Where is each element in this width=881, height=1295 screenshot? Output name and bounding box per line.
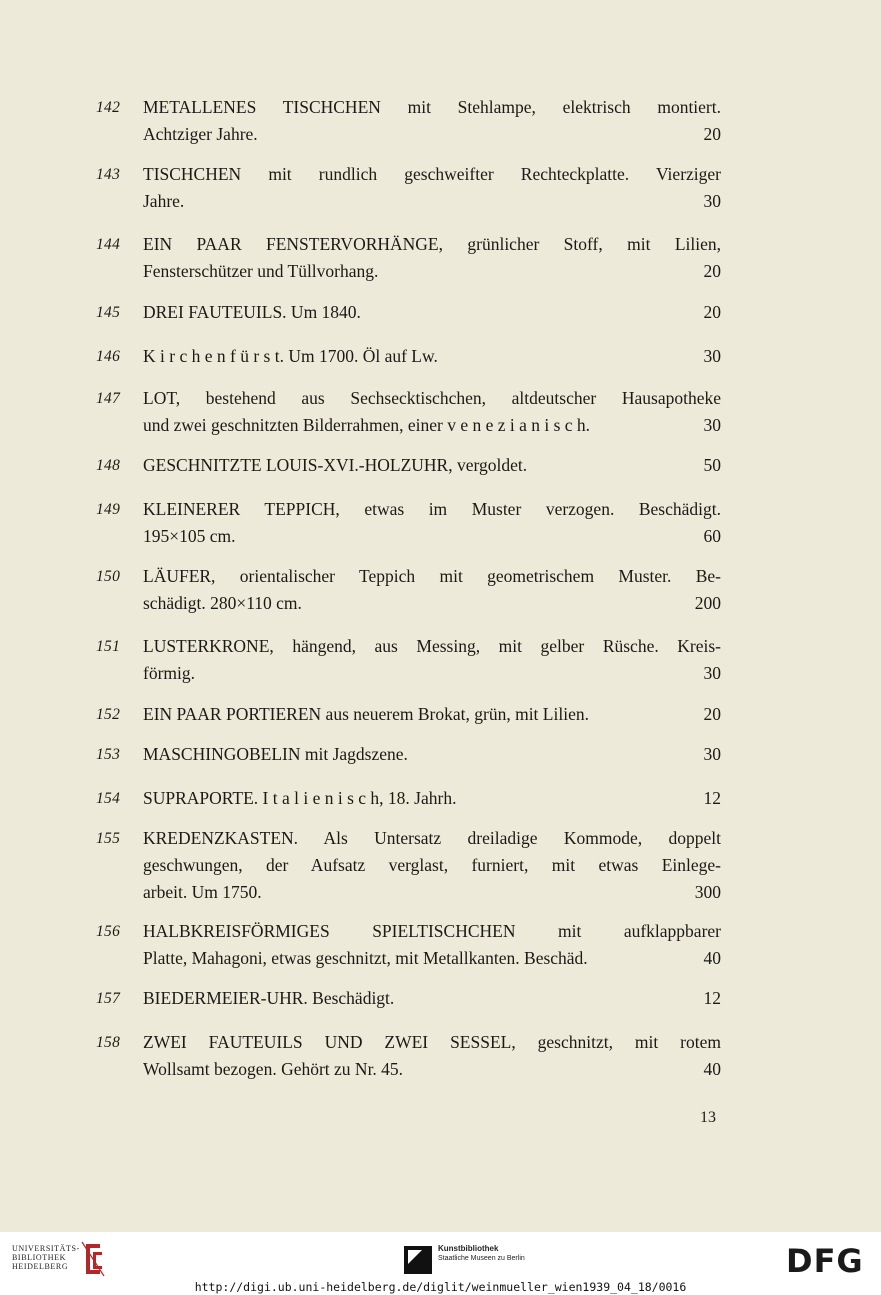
description-line — [143, 590, 721, 617]
description-text: förmig. — [143, 663, 196, 683]
description-line — [143, 563, 721, 590]
lot-price: 300 — [694, 882, 721, 902]
lot-number: 158 — [96, 1034, 121, 1051]
description-line — [143, 496, 721, 523]
description-text: METALLENES TISCHCHEN mit Stehlampe, elektrisch montiert. — [143, 97, 721, 117]
lot-price: 200 — [694, 593, 721, 613]
description-text: MASCHINGOBELIN mit Jagdszene. — [143, 744, 408, 764]
description-line — [143, 94, 721, 121]
description-line — [143, 660, 721, 687]
lot-number: 142 — [96, 99, 121, 116]
lot-price: 60 — [703, 526, 721, 546]
description-text: KLEINERER TEPPICH, etwas im Muster verzogen. Beschädigt. — [143, 499, 721, 519]
description-text: Fensterschützer und Tüllvorhang. — [143, 261, 379, 281]
description-line — [143, 1056, 721, 1083]
description-text: SUPRAPORTE. I t a l i e n i s c h, 18. Jahrh. — [143, 788, 457, 808]
description-text: EIN PAAR PORTIEREN aus neuerem Brokat, grün, mit Lilien. — [143, 704, 589, 724]
kunstbibliothek-title: Kunstbibliothek — [438, 1244, 499, 1253]
description-line — [143, 701, 721, 728]
university-library-emblem-icon[interactable] — [80, 1240, 106, 1278]
lot-description — [143, 701, 721, 728]
description-text: schädigt. 280×110 cm. — [143, 593, 302, 613]
lot-price: 20 — [703, 261, 721, 281]
description-text: LÄUFER, orientalischer Teppich mit geometrischem Muster. Be- — [143, 566, 721, 586]
lot-price: 30 — [703, 191, 721, 211]
description-text: geschwungen, der Aufsatz verglast, furniert, mit etwas Einlege- — [143, 855, 721, 875]
lot-number: 155 — [96, 830, 121, 847]
description-text: TISCHCHEN mit rundlich geschweifter Rechteckplatte. Vierziger — [143, 164, 721, 184]
description-text: KREDENZKASTEN. Als Untersatz dreiladige Kommode, doppelt — [143, 828, 721, 848]
lot-number: 157 — [96, 990, 121, 1007]
lot-description — [143, 785, 721, 812]
lot-number: 154 — [96, 790, 121, 807]
description-line — [143, 299, 721, 326]
lot-description — [143, 496, 721, 550]
description-text: LOT, bestehend aus Sechsecktischchen, altdeutscher Hausapotheke — [143, 388, 721, 408]
description-line — [143, 258, 721, 285]
description-line — [143, 741, 721, 768]
description-line — [143, 452, 721, 479]
description-line — [143, 385, 721, 412]
lot-price: 20 — [703, 704, 721, 724]
lot-description — [143, 385, 721, 439]
viewer-footer — [0, 1232, 881, 1295]
lot-price: 20 — [703, 302, 721, 322]
lot-price: 20 — [703, 124, 721, 144]
description-text: EIN PAAR FENSTERVORHÄNGE, grünlicher Stoff, mit Lilien, — [143, 234, 721, 254]
description-line — [143, 918, 721, 945]
kunstbibliothek-logo-icon[interactable] — [404, 1246, 432, 1274]
lot-number: 152 — [96, 706, 121, 723]
description-text: HALBKREISFÖRMIGES SPIELTISCHCHEN mit aufklappbarer — [143, 921, 721, 941]
lot-description — [143, 825, 721, 906]
lot-description — [143, 299, 721, 326]
description-text: GESCHNITZTE LOUIS-XVI.-HOLZUHR, vergoldet. — [143, 455, 528, 475]
description-text: K i r c h e n f ü r s t. Um 1700. Öl auf Lw. — [143, 346, 438, 366]
description-line — [143, 825, 721, 852]
lot-description — [143, 1029, 721, 1083]
page-number: 13 — [700, 1109, 716, 1126]
description-text: 195×105 cm. — [143, 526, 236, 546]
description-line — [143, 523, 721, 550]
lot-number: 153 — [96, 746, 121, 763]
description-text: Platte, Mahagoni, etwas geschnitzt, mit Metallkanten. Beschäd. — [143, 948, 588, 968]
lot-description — [143, 918, 721, 972]
uni-logo-line-3: HEIDELBERG — [12, 1262, 69, 1271]
dfg-logo[interactable]: DFG — [786, 1242, 864, 1280]
lot-number: 156 — [96, 923, 121, 940]
lot-price: 30 — [703, 744, 721, 764]
lot-description — [143, 741, 721, 768]
description-text: und zwei geschnitzten Bilderrahmen, einer v e n e z i a n i s c h. — [143, 415, 591, 435]
description-text: arbeit. Um 1750. — [143, 882, 262, 902]
lot-number: 151 — [96, 638, 121, 655]
lot-number: 146 — [96, 348, 121, 365]
uni-logo-line-1: UNIVERSITÄTS- — [12, 1244, 80, 1253]
lot-number: 143 — [96, 166, 121, 183]
lot-description — [143, 985, 721, 1012]
lot-description — [143, 343, 721, 370]
lot-price: 40 — [703, 948, 721, 968]
lot-price: 50 — [703, 455, 721, 475]
lot-number: 145 — [96, 304, 121, 321]
description-text: Achtziger Jahre. — [143, 124, 258, 144]
lot-price: 12 — [703, 788, 721, 808]
description-line — [143, 985, 721, 1012]
description-line — [143, 1029, 721, 1056]
lot-price: 12 — [703, 988, 721, 1008]
lot-number: 149 — [96, 501, 121, 518]
description-line — [143, 785, 721, 812]
description-line — [143, 161, 721, 188]
lot-number: 144 — [96, 236, 121, 253]
lot-description — [143, 161, 721, 215]
description-text: BIEDERMEIER-UHR. Beschädigt. — [143, 988, 395, 1008]
lot-price: 30 — [703, 346, 721, 366]
lot-description — [143, 452, 721, 479]
description-line — [143, 945, 721, 972]
description-text: Jahre. — [143, 191, 185, 211]
uni-logo-line-2: BIBLIOTHEK — [12, 1253, 66, 1262]
lot-description — [143, 94, 721, 148]
description-line — [143, 879, 721, 906]
lot-description — [143, 563, 721, 617]
lot-number: 150 — [96, 568, 121, 585]
lot-price: 30 — [703, 415, 721, 435]
description-text: ZWEI FAUTEUILS UND ZWEI SESSEL, geschnitzt, mit rotem — [143, 1032, 721, 1052]
kunstbibliothek-subtitle: Staatliche Museen zu Berlin — [438, 1255, 525, 1262]
kunstbibliothek-label — [438, 1244, 525, 1264]
university-library-logo-text[interactable] — [12, 1244, 80, 1271]
description-text: Wollsamt bezogen. Gehört zu Nr. 45. — [143, 1059, 404, 1079]
description-line — [143, 343, 721, 370]
description-text: LUSTERKRONE, hängend, aus Messing, mit gelber Rüsche. Kreis- — [143, 636, 721, 656]
description-line — [143, 412, 721, 439]
lot-price: 40 — [703, 1059, 721, 1079]
description-line — [143, 231, 721, 258]
permalink-url[interactable]: http://digi.ub.uni-heidelberg.de/diglit/weinmueller_wien1939_04_18/0016 — [194, 1280, 687, 1294]
description-line — [143, 121, 721, 148]
lot-price: 30 — [703, 663, 721, 683]
description-line — [143, 852, 721, 879]
description-line — [143, 188, 721, 215]
lot-description — [143, 633, 721, 687]
lot-description — [143, 231, 721, 285]
description-line — [143, 633, 721, 660]
description-text: DREI FAUTEUILS. Um 1840. — [143, 302, 361, 322]
lot-number: 147 — [96, 390, 121, 407]
lot-number: 148 — [96, 457, 121, 474]
